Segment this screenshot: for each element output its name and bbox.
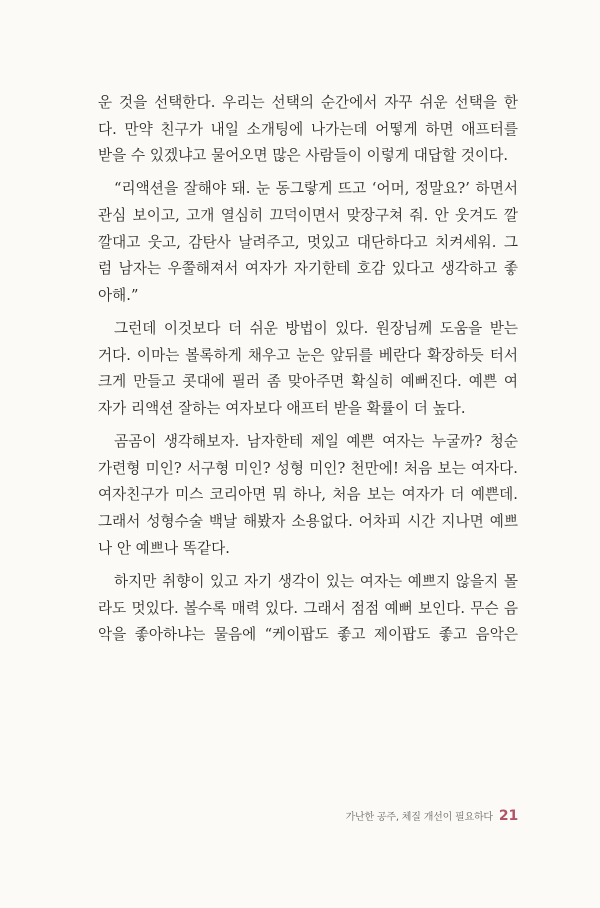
body-line: 나 안 예쁘나 똑같다. [98,539,230,557]
body-line: 그런데 이것보다 더 쉬운 방법이 있다. 원장님께 도움을 받는 [114,320,518,338]
body-line: 운 것을 선택한다. 우리는 선택의 순간에서 자꾸 쉬운 선택을 한 [98,94,518,111]
body-line: 다. 만약 친구가 내일 소개팅에 나가는데 어떻게 하면 애프터를 [98,120,518,138]
body-line: 그래서 성형수술 백날 해봤자 소용없다. 어차피 시간 지나면 예쁘 [98,513,518,531]
body-line: 깔대고 웃고, 감탄사 날려주고, 멋있고 대단하다고 치켜세워. 그 [98,233,518,251]
page-number: 21 [498,808,518,824]
body-line: 하지만 취향이 있고 자기 생각이 있는 여자는 예쁘지 않을지 몰 [114,572,518,590]
body-line: 라도 멋있다. 볼수록 매력 있다. 그래서 점점 예뻐 보인다. 무슨 음 [98,599,518,617]
body-line: 거다. 이마는 볼록하게 채우고 눈은 앞뒤를 베란다 확장하듯 터서 [98,346,518,364]
body-line: 자가 리액션 잘하는 여자보다 애프터 받을 확률이 더 높다. [98,400,466,418]
body-line: 여자친구가 미스 코리아면 뭐 하나, 처음 보는 여자가 더 예쁜데. [98,486,518,504]
body-line: 관심 보이고, 고개 열심히 끄덕이면서 맞장구쳐 줘. 안 웃겨도 깔 [98,207,518,225]
body-line: 악을 좋아하냐는 물음에 “케이팝도 좋고 제이팝도 좋고 음악은 [98,626,518,644]
body-line: 럼 남자는 우쭐해져서 여자가 자기한테 호감 있다고 생각하고 좋 [98,260,518,278]
body-line: 크게 만들고 콧대에 필러 좀 맞아주면 확실히 예뻐진다. 예쁜 여 [98,373,518,391]
body-line: 아해.” [98,286,139,304]
body-line: 곰곰이 생각해보자. 남자한테 제일 예쁜 여자는 누굴까? 청순 [114,433,518,451]
body-line: “리액션을 잘해야 돼. 눈 동그랗게 뜨고 ‘어머, 정말요?’ 하면서 [114,180,518,198]
running-title: 가난한 공주, 체질 개선이 필요하다 [345,812,493,823]
page-footer [346,808,518,828]
body-text [98,90,518,649]
body-line: 가련형 미인? 서구형 미인? 성형 미인? 천만에! 처음 보는 여자다. [98,459,518,477]
body-line: 받을 수 있겠냐고 물어오면 많은 사람들이 이렇게 대답할 것이다. [98,147,509,165]
